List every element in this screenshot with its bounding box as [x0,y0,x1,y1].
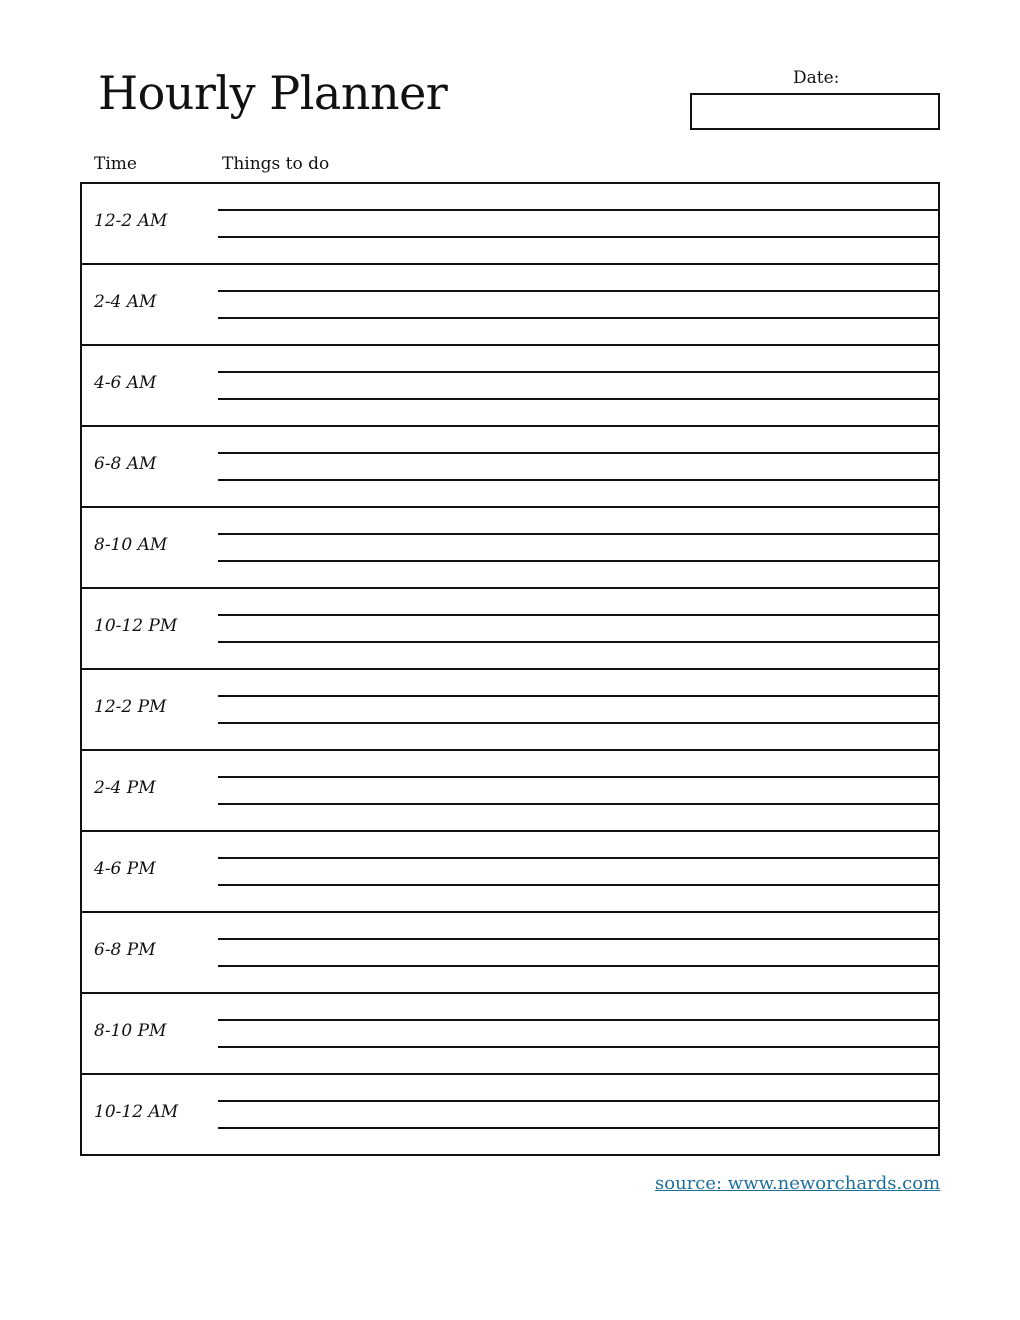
time-column-header: Time [94,154,137,174]
time-slot-row [82,913,938,994]
time-slot-row [82,184,938,265]
todo-line[interactable] [218,560,938,562]
time-slot-row [82,589,938,670]
time-slot-row [82,427,938,508]
date-field[interactable] [690,93,940,130]
time-slot-row [82,994,938,1075]
todo-line[interactable] [218,803,938,805]
time-slot-label: 10-12 PM [94,616,178,636]
todo-line[interactable] [218,641,938,643]
time-slot-row [82,508,938,589]
time-slot-label: 2-4 AM [94,292,157,312]
time-slot-label: 8-10 PM [94,1021,167,1041]
time-slot-row [82,346,938,427]
time-slot-label: 12-2 AM [94,211,168,231]
time-slot-label: 4-6 AM [94,373,157,393]
todo-line[interactable] [218,884,938,886]
todo-line[interactable] [218,209,938,211]
time-slot-label: 10-12 AM [94,1102,179,1122]
time-slot-label: 12-2 PM [94,697,167,717]
time-slot-label: 6-8 AM [94,454,157,474]
time-slot-row [82,832,938,913]
todo-line[interactable] [218,1019,938,1021]
time-slot-row [82,751,938,832]
todo-line[interactable] [218,614,938,616]
page-title: Hourly Planner [98,66,448,120]
time-slot-label: 8-10 AM [94,535,168,555]
planner-table [80,182,940,1156]
todo-line[interactable] [218,1046,938,1048]
time-slot-label: 4-6 PM [94,859,156,879]
time-slot-row [82,265,938,346]
todo-line[interactable] [218,398,938,400]
todo-line[interactable] [218,317,938,319]
todo-line[interactable] [218,533,938,535]
todo-line[interactable] [218,857,938,859]
todo-column-header: Things to do [222,154,330,174]
source-link[interactable]: source: www.neworchards.com [655,1173,941,1194]
todo-line[interactable] [218,371,938,373]
time-slot-label: 6-8 PM [94,940,156,960]
todo-line[interactable] [218,776,938,778]
date-label: Date: [793,68,840,88]
todo-line[interactable] [218,722,938,724]
todo-line[interactable] [218,479,938,481]
todo-line[interactable] [218,1127,938,1129]
time-slot-label: 2-4 PM [94,778,156,798]
time-slot-row [82,670,938,751]
todo-line[interactable] [218,938,938,940]
todo-line[interactable] [218,695,938,697]
todo-line[interactable] [218,236,938,238]
time-slot-row [82,1075,938,1156]
todo-line[interactable] [218,452,938,454]
todo-line[interactable] [218,1100,938,1102]
todo-line[interactable] [218,965,938,967]
todo-line[interactable] [218,290,938,292]
